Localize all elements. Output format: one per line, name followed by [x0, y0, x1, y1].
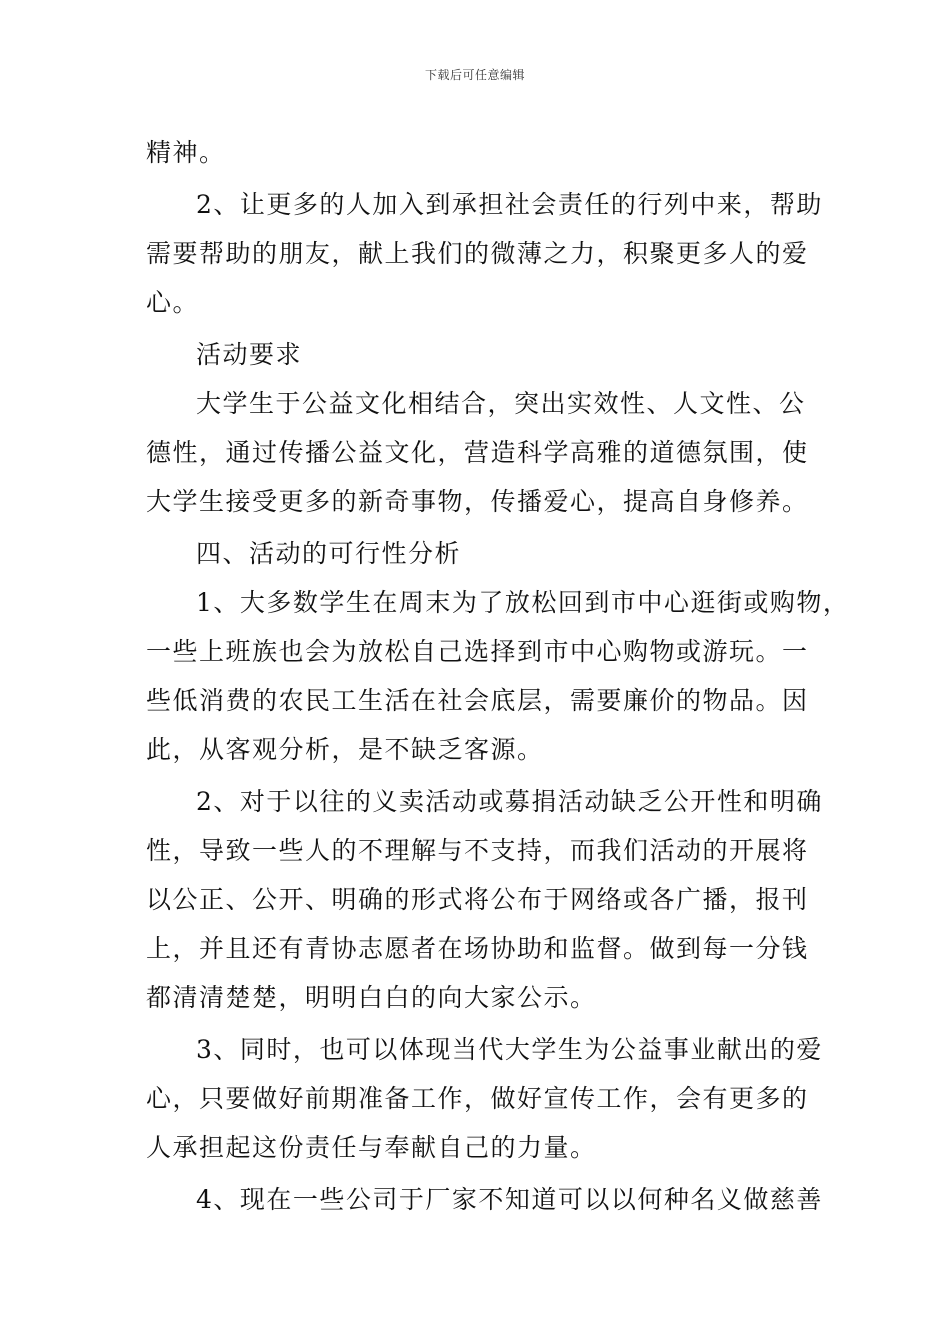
text-line: 些低消费的农民工生活在社会底层，需要廉价的物品。因 [146, 686, 809, 715]
text-line: 上，并且还有青协志愿者在场协助和监督。做到每一分钱 [146, 934, 809, 963]
text-line: 都清清楚楚，明明白白的向大家公示。 [146, 983, 597, 1012]
text-line: 需要帮助的朋友，献上我们的微薄之力，积聚更多人的爱 [146, 239, 809, 268]
text-line: 以公正、公开、明确的形式将公布于网络或各广播，报刊 [146, 885, 809, 914]
text-line: 一些上班族也会为放松自己选择到市中心购物或游玩。一 [146, 637, 809, 666]
paragraph-line: 2、对于以往的义卖活动或募捐活动缺乏公开性和明确 [196, 787, 823, 816]
text-line: 大学生接受更多的新奇事物，传播爱心，提高自身修养。 [146, 487, 809, 516]
section-heading: 四、活动的可行性分析 [196, 539, 462, 568]
paragraph-line: 1、大多数学生在周末为了放松回到市中心逛街或购物， [196, 588, 850, 617]
section-heading: 活动要求 [196, 340, 303, 369]
text-line: 人承担起这份责任与奉献自己的力量。 [146, 1133, 597, 1162]
text-line: 此，从客观分析，是不缺乏客源。 [146, 735, 544, 764]
paragraph-line: 4、现在一些公司于厂家不知道可以以何种名义做慈善 [196, 1185, 823, 1214]
document-body [146, 128, 850, 1224]
paragraph-line: 3、同时，也可以体现当代大学生为公益事业献出的爱 [196, 1035, 823, 1064]
page-header: 下载后可任意编辑 [424, 68, 525, 82]
text-line: 性，导致一些人的不理解与不支持，而我们活动的开展将 [146, 836, 809, 865]
text-line: 心，只要做好前期准备工作，做好宣传工作，会有更多的 [146, 1084, 809, 1113]
text-line: 精神。 [146, 138, 226, 167]
paragraph-line: 2、让更多的人加入到承担社会责任的行列中来，帮助 [196, 190, 823, 219]
paragraph-line: 大学生于公益文化相结合，突出实效性、人文性、公 [196, 389, 806, 418]
text-line: 德性，通过传播公益文化，营造科学高雅的道德氛围，使 [146, 438, 809, 467]
text-line: 心。 [146, 288, 200, 317]
